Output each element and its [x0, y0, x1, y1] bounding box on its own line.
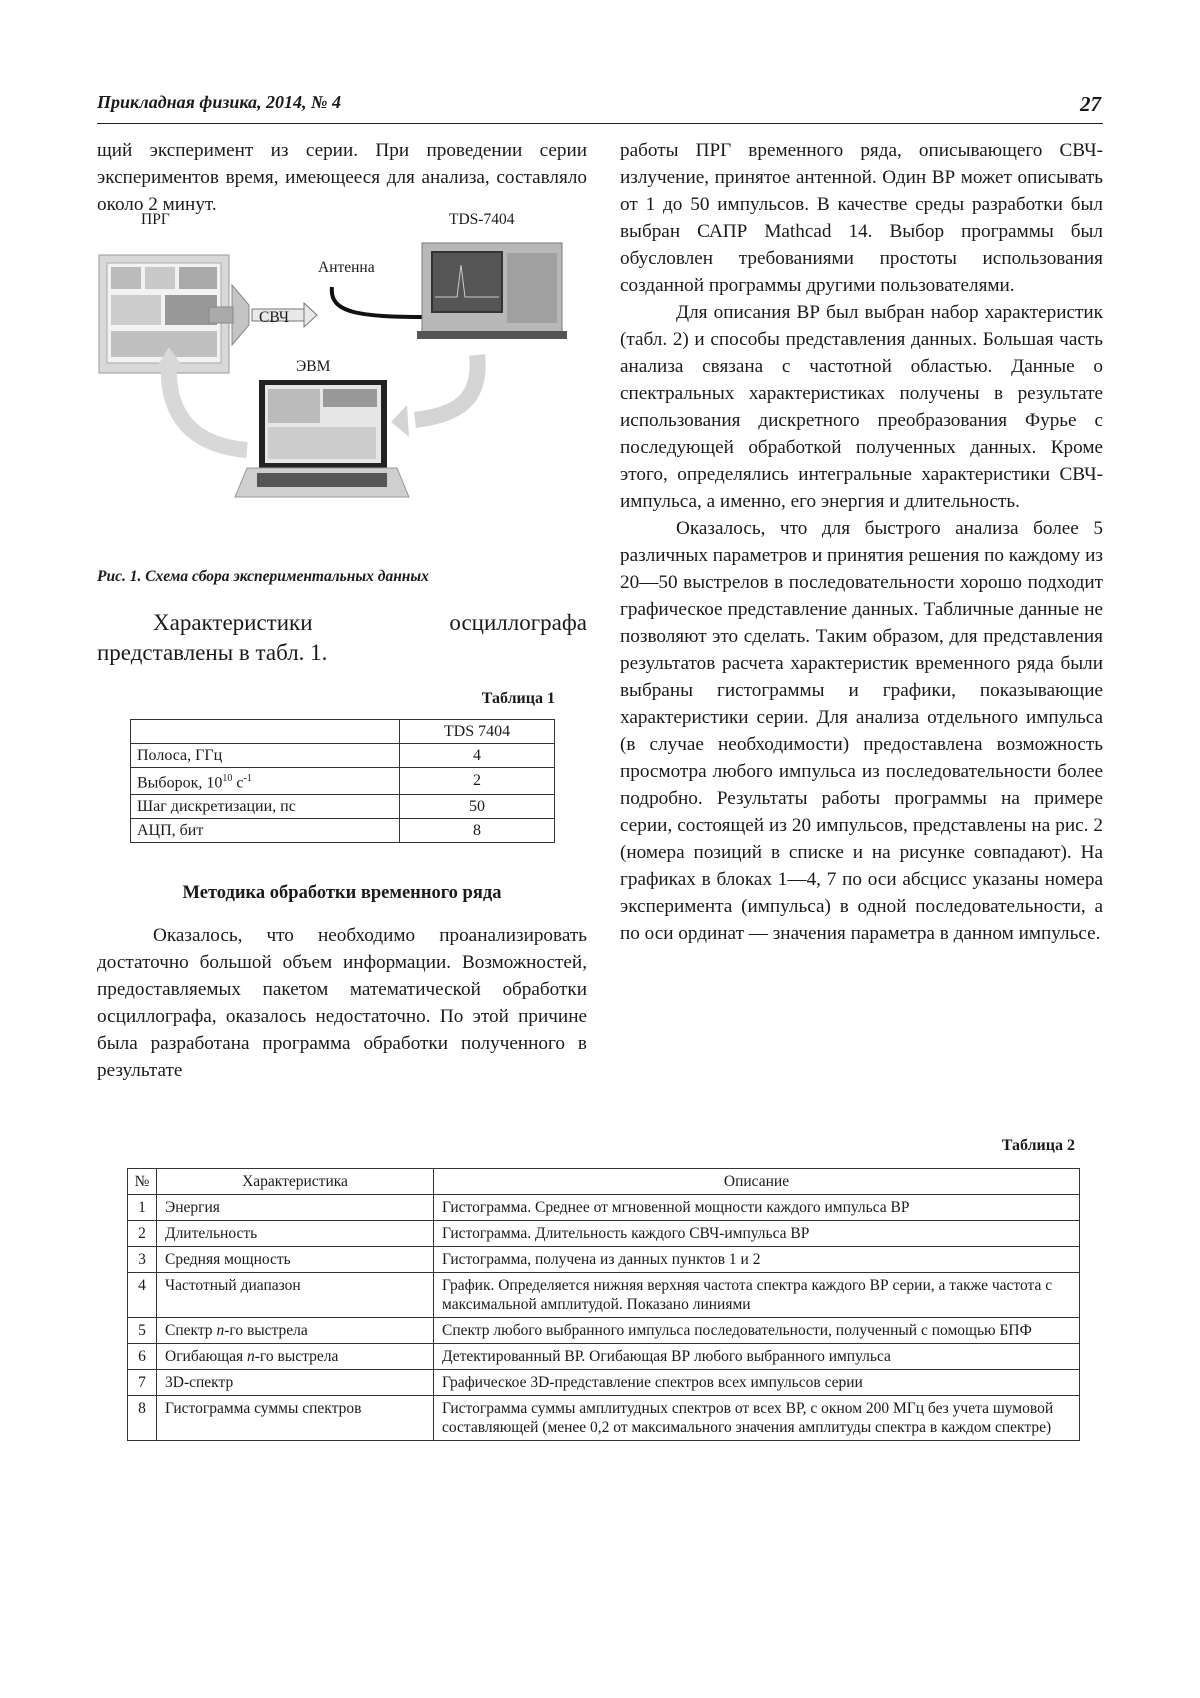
table-cell: 4 — [400, 744, 555, 768]
table-cell: 1 — [128, 1195, 157, 1221]
table-cell: Детектированный ВР. Огибающая ВР любого выбранного импульса — [434, 1344, 1080, 1370]
paragraph: Оказалось, что для быстрого анализа более 5 различных параметров и принятия решения по каждому из 20—50 выстрелов в последовательности хорошо подходит графическое представление данных. Табличные данные не позволяют это сделать. Таким образом, для представления результатов расчета характеристик временного ряда были выбраны гистограммы и графики, показывающие характеристики серии. Для анализа отдельного импульса (в случае необходимости) предоставлена возможность просмотра любого импульса из последовательности более подробно. Результаты работы программы на примере серии, состоящей из 20 импульсов, представлены на рис. 2 (номера позиций в списке и на рисунке совпадают). На графиках в блоках 1—4, 7 по оси абсцисс указаны номера эксперимента (импульса) в одной последовательности, а по оси ординат — значения параметра в данном импульсе. — [620, 518, 1103, 944]
figure-caption: Рис. 1. Схема сбора экспериментальных данных — [97, 568, 429, 585]
page-number: 27 — [1080, 92, 1101, 116]
table-cell: 3 — [128, 1247, 157, 1273]
table-cell: Гистограмма. Длительность каждого СВЧ-импульса ВР — [434, 1221, 1080, 1247]
intro-paragraph — [97, 608, 587, 668]
header-rule — [97, 123, 1103, 124]
table-cell: Полоса, ГГц — [131, 744, 400, 768]
table-header-row — [128, 1169, 1080, 1195]
label-antenna: Антенна — [318, 259, 375, 276]
label-prg: ПРГ — [141, 211, 170, 228]
table-cell — [157, 1318, 434, 1344]
return-arrow-right — [415, 355, 478, 420]
cell-text: Спектр — [165, 1322, 217, 1339]
table-cell — [131, 768, 400, 795]
table-row — [128, 1273, 1080, 1318]
table-cell: Гистограмма суммы спектров — [157, 1396, 434, 1441]
table-header-cell: Характеристика — [157, 1169, 434, 1195]
table-cell: 8 — [128, 1396, 157, 1441]
section-heading: Методика обработки временного ряда — [182, 883, 502, 903]
right-column — [620, 137, 1103, 947]
table-cell: 4 — [128, 1273, 157, 1318]
table-row — [128, 1221, 1080, 1247]
cell-text-italic: n — [216, 1322, 225, 1339]
table-cell: Длительность — [157, 1221, 434, 1247]
table-2-title: Таблица 2 — [1001, 1137, 1075, 1154]
table-cell: 50 — [400, 795, 555, 819]
table-row — [131, 795, 555, 819]
paragraph: Для описания ВР был выбран набор характеристик (табл. 2) и способы представления данных. Большая часть анализа связана с частотной областью. Данные о спектральных характеристиках получены в результате использования дискретного преобразования Фурье с последующей обработкой полученных данных. Кроме этого, определялись интегральные характеристики СВЧ-импульса, а именно, его энергия и длительность. — [620, 302, 1103, 512]
paragraph: работы ПРГ временного ряда, описывающего СВЧ-излучение, принятое антенной. Один ВР может описывать от 1 до 50 импульсов. В качестве среды разработки был выбран САПР Mathcad 14. Выбор программы был обусловлен требованиями простоты использования созданной программы другими пользователями. — [620, 140, 1103, 296]
paragraph: Характеристики осциллографа представлены в табл. 1. — [97, 610, 587, 665]
table-cell — [157, 1344, 434, 1370]
label-tds: TDS-7404 — [449, 211, 515, 228]
label-svch: СВЧ — [259, 309, 289, 326]
paragraph: щий эксперимент из серии. При проведении серии экспериментов время, имеющееся для анализа, составляло около 2 минут. — [97, 140, 587, 215]
table-row — [128, 1396, 1080, 1441]
table-1 — [130, 719, 555, 843]
table-row — [128, 1247, 1080, 1273]
table-cell: Энергия — [157, 1195, 434, 1221]
table-cell: Графическое 3D-представление спектров всех импульсов серии — [434, 1370, 1080, 1396]
table-cell: 7 — [128, 1370, 157, 1396]
table-cell: Гистограмма суммы амплитудных спектров от всех ВР, с окном 200 МГц без учета шумовой составляющей (менее 0,2 от максимального значения амплитуды спектра в каждом спектре) — [434, 1396, 1080, 1441]
cell-text-italic: n — [247, 1348, 255, 1365]
table-header-cell: TDS 7404 — [400, 720, 555, 744]
table-cell: Шаг дискретизации, пс — [131, 795, 400, 819]
cell-text: -го выстрела — [224, 1322, 308, 1339]
table-cell: 3D-спектр — [157, 1370, 434, 1396]
paragraph: Оказалось, что необходимо проанализировать достаточно большой объем информации. Возможностей, предоставляемых пакетом математической обработки осциллографа, оказалось недостаточно. По этой причине была разработана программа обработки полученного в результате — [97, 925, 587, 1081]
cell-text: -го выстрела — [254, 1348, 339, 1365]
return-arrow-left — [169, 365, 247, 450]
table-row — [128, 1195, 1080, 1221]
left-column-top — [97, 137, 587, 218]
table-cell: 2 — [400, 768, 555, 795]
antenna-cable — [332, 287, 427, 317]
table-cell: Гистограмма, получена из данных пунктов 1 и 2 — [434, 1247, 1080, 1273]
table-row — [128, 1318, 1080, 1344]
table-2 — [127, 1168, 1080, 1441]
table-row — [131, 768, 555, 795]
label-evm: ЭВМ — [296, 358, 331, 375]
table-cell: Гистограмма. Среднее от мгновенной мощности каждого импульса ВР — [434, 1195, 1080, 1221]
table-cell: График. Определяется нижняя верхняя частота спектра каждого ВР серии, а также частота с максимальной амплитудой. Показано линиями — [434, 1273, 1080, 1318]
table-row — [128, 1344, 1080, 1370]
table-row — [128, 1370, 1080, 1396]
table-1-title: Таблица 1 — [481, 690, 555, 707]
table-cell: Средняя мощность — [157, 1247, 434, 1273]
superscript: 10 — [222, 773, 233, 784]
table-cell: Спектр любого выбранного импульса последовательности, полученный с помощью БПФ — [434, 1318, 1080, 1344]
table-cell: АЦП, бит — [131, 819, 400, 843]
oscilloscope-image — [417, 243, 567, 339]
table-row — [131, 720, 555, 744]
cell-text: Огибающая — [165, 1348, 248, 1365]
superscript: -1 — [243, 773, 252, 784]
table-cell: 8 — [400, 819, 555, 843]
left-column-bottom — [97, 922, 587, 1084]
cell-text: Выборок, 10 — [137, 774, 223, 792]
figure-1 — [97, 211, 587, 550]
arrowhead-icon — [391, 405, 409, 437]
table-cell: 6 — [128, 1344, 157, 1370]
cell-text: с — [232, 774, 244, 792]
table-cell: Частотный диапазон — [157, 1273, 434, 1318]
table-row — [131, 744, 555, 768]
journal-header: Прикладная физика, 2014, № 4 — [97, 92, 342, 112]
table-header-cell: № — [128, 1169, 157, 1195]
laptop-image — [235, 380, 409, 497]
table-cell: 2 — [128, 1221, 157, 1247]
table-cell — [131, 720, 400, 744]
table-cell: 5 — [128, 1318, 157, 1344]
table-header-cell: Описание — [434, 1169, 1080, 1195]
table-row — [131, 819, 555, 843]
